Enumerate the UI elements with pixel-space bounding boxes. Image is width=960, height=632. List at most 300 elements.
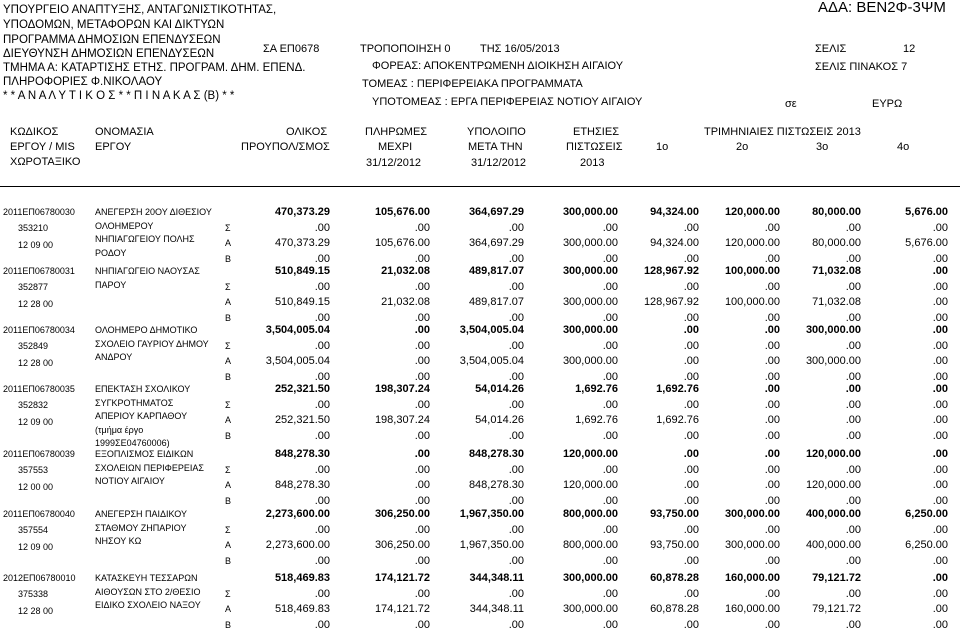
amount-a: 470,373.29 [274,237,330,249]
amount-b: .00 [314,618,330,631]
amount-b: .00 [683,494,699,507]
amount-a: 300,000.00 [724,539,780,551]
amount-a: .00 [683,479,699,491]
col-ypoloipo-3: 31/12/2012 [471,157,527,169]
department-line: ΤΜΗΜΑ Α: ΚΑΤΑΡΤΙΣΗΣ ΕΤΗΣ. ΠΡΟΓΡΑΜ. ΔΗΜ. ΕΠΕΝΔ. [3,62,306,74]
amount-b: .00 [414,311,430,324]
amount-b: .00 [602,370,618,383]
amount-b: .00 [508,252,524,265]
amount-total: 300,000.00 [562,265,618,277]
line-letter-a: Α [225,356,232,366]
col-ypoloipo-1: ΥΠΟΛΟΙΠΟ [467,126,526,138]
amount-s: .00 [602,398,618,411]
amount-b: .00 [683,311,699,324]
col-etisies-3: 2013 [580,157,605,169]
amount-b: .00 [845,429,861,442]
amount-a: 100,000.00 [724,296,780,308]
amount-total: 120,000.00 [562,448,618,460]
amount-total: .00 [932,383,948,395]
amount-total: 93,750.00 [650,508,699,520]
sa-code: ΣΑ ΕΠ0678 [263,43,320,55]
project-name-line: ΑΠΕΡΙΟΥ ΚΑΡΠΑΘΟΥ [95,411,188,421]
amount-a: 510,849.15 [274,296,330,308]
amount-total: 79,121.72 [812,572,861,584]
amount-a: 54,014.26 [475,414,524,426]
amount-b: .00 [602,429,618,442]
amount-s: .00 [764,523,780,536]
amount-total: 306,250.00 [374,508,430,520]
amount-s: .00 [845,463,861,476]
amount-total: 400,000.00 [805,508,861,520]
amount-total: 174,121.72 [374,572,430,584]
line-letter-a: Α [225,238,232,248]
amount-total: 21,032.08 [381,265,430,277]
amount-s: .00 [602,463,618,476]
amount-b: .00 [508,370,524,383]
amount-b: .00 [602,252,618,265]
amount-a: 60,878.28 [650,603,699,615]
amount-total: 300,000.00 [562,324,618,336]
project-name-line: ΡΟΔΟΥ [95,247,127,258]
col-kodikos-2: ΕΡΓΟΥ / MIS [10,141,75,153]
amount-total: 100,000.00 [724,265,780,277]
amount-s: .00 [683,339,699,352]
amount-a: 6,250.00 [905,539,948,551]
col-pliromes-3: 31/12/2012 [366,157,422,169]
amount-a: 3,504,005.04 [265,355,330,367]
amount-a: 400,000.00 [805,539,861,551]
amount-a: 160,000.00 [724,603,780,615]
amount-b: .00 [932,618,948,631]
amount-a: 364,697.29 [468,237,524,249]
project-name-line: ΚΑΤΑΣΚΕΥΗ ΤΕΣΣΑΡΩΝ [95,573,198,583]
amount-total: 510,849.15 [274,265,330,277]
project-name-line: ΕΠΕΚΤΑΣΗ ΣΧΟΛΙΚΟΥ [95,384,191,394]
line-letter-s: Σ [225,399,231,410]
modification: ΤΡΟΠΟΠΟΙΗΣΗ 0 [360,43,451,55]
project-name-line: ΑΝΔΡΟΥ [95,352,133,362]
col-pliromes-2: ΜΕΧΡΙ [378,141,413,153]
amount-a: .00 [764,479,780,491]
project-name-line: ΑΙΘΟΥΣΩΝ ΣΤΟ 2/ΘΕΣΙΟ [95,586,201,597]
col-etisies-1: ΕΤΗΣΙΕΣ [573,126,619,138]
amount-a: 1,967,350.00 [459,539,524,551]
amount-b: .00 [508,618,524,631]
amount-s: .00 [508,523,524,536]
amount-a: 174,121.72 [374,603,430,615]
amount-total: 1,692.76 [656,383,699,395]
project-code: 2011ΕΠ06780031 [3,266,75,276]
amount-a: 848,278.30 [274,479,330,491]
amount-a: 252,321.50 [274,414,330,426]
amount-b: .00 [683,370,699,383]
amount-b: .00 [764,311,780,324]
amount-a: 300,000.00 [562,296,618,308]
amount-total: .00 [932,265,948,277]
amount-b: .00 [414,618,430,631]
amount-s: .00 [845,523,861,536]
amount-s: .00 [508,463,524,476]
amount-total: 1,692.76 [575,383,618,395]
amount-b: .00 [845,370,861,383]
amount-s: .00 [764,463,780,476]
col-kodikos-3: ΧΩΡΟΤΑΞΙΚΟ [10,156,81,168]
project-name-line: ΝΗΠΙΑΓΩΓΕΙΟ ΝΑΟΥΣΑΣ [95,266,200,276]
project-code: 2011ΕΠ06780040 [3,509,75,519]
amount-a: .00 [764,355,780,367]
amount-a: 518,469.83 [274,603,330,615]
amount-b: .00 [508,429,524,442]
program-line: ΠΡΟΓΡΑΜΜΑ ΔΗΜΟΣΙΩΝ ΕΠΕΝΔΥΣΕΩΝ [3,34,221,46]
amount-s: .00 [414,463,430,476]
info-line: ΠΛΗΡΟΦΟΡΙΕΣ Φ.ΝΙΚΟΛΑΟΥ [3,76,163,88]
amount-b: .00 [932,494,948,507]
line-letter-b: Β [225,495,232,506]
amount-a: .00 [932,296,948,308]
amount-a: 3,504,005.04 [459,355,524,367]
amount-s: .00 [508,221,524,234]
amount-a: 1,692.76 [575,414,618,426]
amount-b: .00 [683,554,699,567]
amount-total: .00 [683,324,699,336]
amount-total: .00 [932,324,948,336]
project-name-line: ΝΗΣΟΥ ΚΩ [95,536,142,546]
project-name-line: ΕΙΔΙΚΟ ΣΧΟΛΕΙΟ ΝΑΞΟΥ [95,600,201,610]
amount-s: .00 [314,221,330,234]
line-letter-b: Β [225,619,232,630]
amount-a: 300,000.00 [562,603,618,615]
amount-a: .00 [932,414,948,426]
amount-a: 848,278.30 [468,479,524,491]
amount-b: .00 [845,494,861,507]
amount-b: .00 [764,370,780,383]
amount-a: .00 [414,355,430,367]
amount-b: .00 [602,311,618,324]
amount-total: .00 [764,448,780,460]
header-rule [0,186,960,187]
line-letter-s: Σ [225,464,231,475]
line-letter-a: Α [225,540,232,550]
col-pliromes-1: ΠΛΗΡΩΜΕΣ [365,126,428,138]
amount-a: 71,032.08 [812,296,861,308]
ministry-line-2: ΥΠΟΔΟΜΩΝ, ΜΕΤΑΦΟΡΩΝ ΚΑΙ ΔΙΚΤΥΩΝ [3,19,225,31]
amount-b: .00 [845,311,861,324]
line-letter-s: Σ [225,281,231,292]
amount-total: 6,250.00 [905,508,948,520]
col-q3: 3ο [816,141,829,153]
mis-code: 352849 [18,340,49,351]
line-letter-a: Α [225,297,232,307]
amount-total: 54,014.26 [475,383,524,395]
amount-total: 300,000.00 [805,324,861,336]
project-code: 2012ΕΠ06780010 [3,573,76,583]
unit-se: σε [785,98,797,110]
amount-s: .00 [932,280,948,293]
amount-s: .00 [683,523,699,536]
amount-total: 71,032.08 [812,265,861,277]
project-name-line: ΝΗΠΙΑΓΩΓΕΙΟΥ ΠΟΛΗΣ [95,234,195,244]
table-page: ΣΕΛΙΣ ΠΙΝΑΚΟΣ 7 [815,61,908,73]
amount-s: .00 [845,398,861,411]
line-letter-a: Α [225,415,232,425]
amount-a: .00 [932,603,948,615]
amount-a: 120,000.00 [562,479,618,491]
amount-s: .00 [602,523,618,536]
project-name-line: ΣΤΑΘΜΟΥ ΖΗΠΑΡΙΟΥ [95,522,187,533]
amount-s: .00 [683,398,699,411]
amount-total: 344,348.11 [469,572,524,584]
col-olikos-1: ΟΛΙΚΟΣ [286,126,328,138]
project-name-line: (τμήμα έργο [95,424,144,435]
line-letter-s: Σ [225,524,231,535]
amount-total: 120,000.00 [724,206,780,218]
amount-s: .00 [932,587,948,600]
mis-code: 353210 [18,222,49,233]
project-name-line: ΠΑΡΟΥ [95,279,127,290]
amount-a: 800,000.00 [562,539,618,551]
amount-total: .00 [845,383,861,395]
amount-b: .00 [314,554,330,567]
tomeas: ΤΟΜΕΑΣ : ΠΕΡΙΦΕΡΕΙΑΚΑ ΠΡΟΓΡΑΜΜΑΤΑ [362,78,583,90]
amount-total: 160,000.00 [724,572,780,584]
project-name-line: 1999ΣΕ04760006) [95,438,170,448]
amount-b: .00 [764,494,780,507]
amount-total: .00 [414,448,430,460]
project-name-line: ΣΧΟΛΕΙΩΝ ΠΕΡΙΦΕΡΕΙΑΣ [95,462,204,473]
amount-s: .00 [683,587,699,600]
amount-a: 344,348.11 [469,603,524,615]
amount-s: .00 [764,339,780,352]
amount-total: 800,000.00 [562,508,618,520]
amount-b: .00 [932,252,948,265]
amount-b: .00 [314,429,330,442]
amount-b: .00 [602,618,618,631]
directorate-line: ΔΙΕΥΘΥΝΣΗ ΔΗΜΟΣΙΩΝ ΕΠΕΝΔΥΣΕΩΝ [3,48,215,60]
amount-a: 300,000.00 [562,355,618,367]
project-name-line: ΣΥΓΚΡΟΤΗΜΑΤΟΣ [95,397,174,408]
page-number: 12 [903,43,916,55]
amount-total: .00 [764,383,780,395]
amount-s: .00 [683,280,699,293]
amount-total: 128,967.92 [643,265,699,277]
amount-a: .00 [764,414,780,426]
amount-s: .00 [508,398,524,411]
spatial-code: 12 09 00 [18,542,54,552]
amount-a: 306,250.00 [374,539,430,551]
amount-s: .00 [314,398,330,411]
amount-total: 120,000.00 [805,448,861,460]
amount-total: 5,676.00 [905,206,948,218]
amount-a: 105,676.00 [374,237,430,249]
amount-b: .00 [508,311,524,324]
amount-a: 128,967.92 [643,296,699,308]
col-olikos-2: ΠΡΟΥΠΟΛ/ΣΜΟΣ [241,141,330,153]
line-letter-s: Σ [225,340,231,351]
amount-a: 94,324.00 [650,237,699,249]
amount-a: 93,750.00 [650,539,699,551]
col-q1: 1ο [656,141,669,153]
project-name-line: ΑΝΕΓΕΡΣΗ 20ΟΥ ΔΙΘΕΣΙΟΥ [95,207,212,217]
col-triminiaies: ΤΡΙΜΗΝΙΑΙΕΣ ΠΙΣΤΩΣΕΙΣ 2013 [704,126,861,138]
amount-a: .00 [932,479,948,491]
amount-total: 94,324.00 [650,206,699,218]
amount-b: .00 [932,311,948,324]
line-letter-b: Β [225,312,232,323]
amount-s: .00 [932,221,948,234]
amount-b: .00 [932,429,948,442]
line-letter-b: Β [225,430,232,441]
amount-b: .00 [845,618,861,631]
amount-total: 470,373.29 [274,206,330,218]
amount-a: 300,000.00 [562,237,618,249]
amount-total: 105,676.00 [374,206,430,218]
mis-code: 357553 [18,464,49,475]
amount-a: 198,307.24 [374,414,430,426]
amount-b: .00 [414,370,430,383]
spatial-code: 12 09 00 [18,417,54,427]
amount-b: .00 [764,429,780,442]
project-name-line: ΕΞΟΠΛΙΣΜΟΣ ΕΙΔΙΚΩΝ [95,449,194,459]
amount-b: .00 [764,554,780,567]
project-name-line: ΣΧΟΛΕΙΟ ΓΑΥΡΙΟΥ ΔΗΜΟΥ [95,338,209,349]
amount-total: 518,469.83 [274,572,330,584]
amount-total: 300,000.00 [724,508,780,520]
table-title: * * Α Ν Α Λ Υ Τ Ι Κ Ο Σ * * Π Ι Ν Α Κ Α Σ (Β) * * [3,90,235,102]
amount-s: .00 [845,221,861,234]
amount-a: .00 [683,355,699,367]
amount-b: .00 [683,618,699,631]
amount-b: .00 [508,554,524,567]
amount-total: .00 [932,448,948,460]
amount-a: 80,000.00 [812,237,861,249]
amount-s: .00 [932,523,948,536]
amount-total: 3,504,005.04 [459,324,524,336]
amount-a: 5,676.00 [905,237,948,249]
amount-b: .00 [845,252,861,265]
amount-total: 1,967,350.00 [459,508,524,520]
line-letter-b: Β [225,371,232,382]
amount-total: .00 [932,572,948,584]
amount-b: .00 [764,618,780,631]
foreas: ΦΟΡΕΑΣ: ΑΠΟΚΕΝΤΡΩΜΕΝΗ ΔΙΟΙΚΗΣΗ ΑΙΓΑΙΟΥ [372,60,624,72]
amount-s: .00 [414,523,430,536]
amount-total: 364,697.29 [468,206,524,218]
amount-s: .00 [764,221,780,234]
amount-total: 300,000.00 [562,206,618,218]
amount-s: .00 [508,339,524,352]
amount-s: .00 [314,463,330,476]
amount-s: .00 [764,398,780,411]
project-name-line: ΟΛΟΗΜΕΡΟ ΔΗΜΟΤΙΚΟ [95,325,198,335]
project-code: 2011ΕΠ06780039 [3,449,75,459]
col-q4: 4ο [897,141,910,153]
amount-a: 120,000.00 [805,479,861,491]
amount-b: .00 [414,429,430,442]
col-etisies-2: ΠΙΣΤΩΣΕΙΣ [566,141,623,153]
amount-s: .00 [602,339,618,352]
line-letter-b: Β [225,555,232,566]
amount-b: .00 [414,494,430,507]
amount-a: .00 [845,414,861,426]
project-code: 2011ΕΠ06780030 [3,207,75,217]
amount-b: .00 [683,429,699,442]
amount-s: .00 [764,587,780,600]
amount-s: .00 [314,280,330,293]
amount-s: .00 [845,339,861,352]
amount-s: .00 [414,339,430,352]
amount-s: .00 [932,463,948,476]
mis-code: 375338 [18,588,49,599]
amount-a: 489,817.07 [468,296,524,308]
amount-s: .00 [932,398,948,411]
amount-s: .00 [314,523,330,536]
amount-s: .00 [414,221,430,234]
line-letter-a: Α [225,480,232,490]
line-letter-a: Α [225,604,232,614]
amount-s: .00 [414,398,430,411]
amount-total: .00 [683,448,699,460]
col-onomasia-1: ΟΝΟΜΑΣΙΑ [95,126,154,138]
line-letter-s: Σ [225,588,231,599]
amount-s: .00 [845,280,861,293]
amount-total: 848,278.30 [468,448,524,460]
col-q2: 2ο [736,141,749,153]
amount-s: .00 [508,587,524,600]
project-name-line: ΑΝΕΓΕΡΣΗ ΠΑΙΔΙΚΟΥ [95,509,187,519]
spatial-code: 12 09 00 [18,240,54,250]
amount-a: 120,000.00 [724,237,780,249]
amount-s: .00 [683,463,699,476]
amount-a: 1,692.76 [656,414,699,426]
amount-s: .00 [932,339,948,352]
amount-total: 300,000.00 [562,572,618,584]
amount-b: .00 [508,494,524,507]
amount-b: .00 [932,554,948,567]
amount-total: 2,273,600.00 [265,508,330,520]
amount-a: 300,000.00 [805,355,861,367]
col-onomasia-2: ΕΡΓΟΥ [95,141,132,153]
amount-s: .00 [314,339,330,352]
amount-b: .00 [314,252,330,265]
spatial-code: 12 28 00 [18,358,54,368]
amount-s: .00 [602,280,618,293]
amount-s: .00 [602,221,618,234]
ypotomeas: ΥΠΟΤΟΜΕΑΣ : ΕΡΓΑ ΠΕΡΙΦΕΡΕΙΑΣ ΝΟΤΙΟΥ ΑΙΓΑΙΟΥ [372,96,643,108]
amount-b: .00 [314,494,330,507]
amount-b: .00 [602,554,618,567]
amount-total: .00 [414,324,430,336]
amount-a: 79,121.72 [812,603,861,615]
ada-code: ΑΔΑ: ΒΕΝ2Φ-3ΨΜ [818,0,946,16]
amount-total: 80,000.00 [812,206,861,218]
amount-a: 2,273,600.00 [265,539,330,551]
amount-total: 252,321.50 [274,383,330,395]
col-ypoloipo-2: ΜΕΤΑ ΤΗΝ [468,141,523,153]
amount-b: .00 [414,252,430,265]
amount-total: 60,878.28 [650,572,699,584]
amount-a: .00 [414,479,430,491]
line-letter-s: Σ [225,222,231,233]
project-code: 2011ΕΠ06780035 [3,384,75,394]
amount-b: .00 [683,252,699,265]
amount-total: 848,278.30 [274,448,330,460]
amount-total: 3,504,005.04 [265,324,330,336]
mis-code: 352832 [18,399,49,410]
amount-b: .00 [845,554,861,567]
amount-total: 198,307.24 [374,383,430,395]
amount-s: .00 [845,587,861,600]
amount-total: .00 [764,324,780,336]
